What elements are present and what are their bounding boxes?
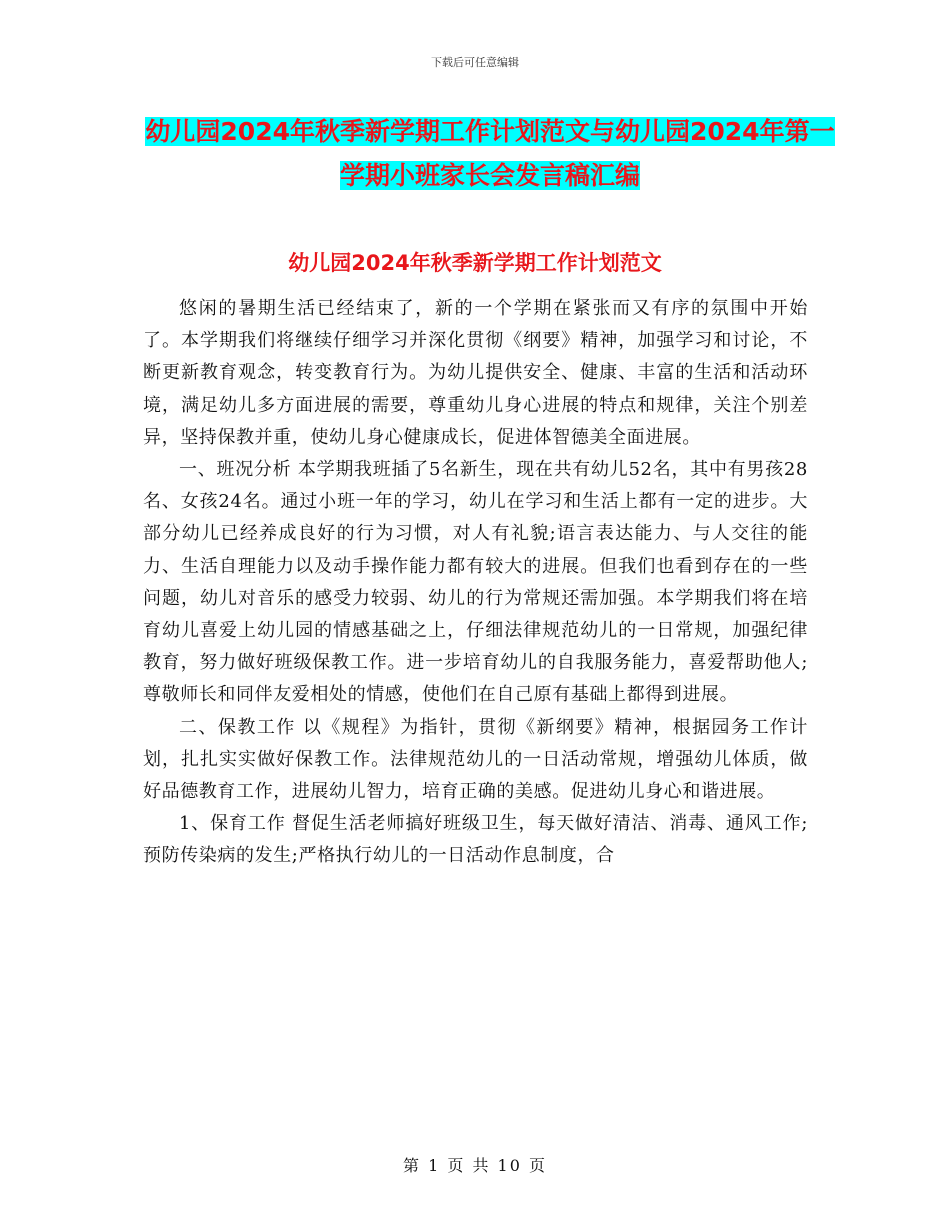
body-text xyxy=(143,293,808,873)
paragraph: 一、班况分析 本学期我班插了5名新生，现在共有幼儿52名，其中有男孩28名、女孩24名。通过小班一年的学习，幼儿在学习和生活上都有一定的进步。大部分幼儿已经养成良好的行为习惯，对人有礼貌;语言表达能力、与人交往的能力、生活自理能力以及动手操作能力都有较大的进展。但我们也看到存在的一些问题，幼儿对音乐的感受力较弱、幼儿的行为常规还需加强。本学期我们将在培育幼儿喜爱上幼儿园的情感基础之上，仔细法律规范幼儿的一日常规，加强纪律教育，努力做好班级保教工作。进一步培育幼儿的自我服务能力，喜爱帮助他人;尊敬师长和同伴友爱相处的情感，使他们在自己原有基础上都得到进展。 xyxy=(143,459,808,706)
paragraph: 1、保育工作 督促生活老师搞好班级卫生，每天做好清洁、消毒、通风工作;预防传染病的发生;严格执行幼儿的一日活动作息制度，合 xyxy=(143,813,808,867)
section-title: 幼儿园2024年秋季新学期工作计划范文 xyxy=(288,251,662,275)
paragraph: 悠闲的暑期生活已经结束了，新的一个学期在紧张而又有序的氛围中开始了。本学期我们将继续仔细学习并深化贯彻《纲要》精神，加强学习和讨论，不断更新教育观念，转变教育行为。为幼儿提供安全、健康、丰富的生活和活动环境，满足幼儿多方面进展的需要，尊重幼儿身心进展的特点和规律，关注个别差异，坚持保教并重，使幼儿身心健康成长，促进体智德美全面进展。 xyxy=(143,298,808,448)
document-title xyxy=(140,110,840,198)
header-note: 下载后可任意编辑 xyxy=(431,56,519,69)
paragraph: 二、保教工作 以《规程》为指针，贯彻《新纲要》精神，根据园务工作计划，扎扎实实做好保教工作。法律规范幼儿的一日活动常规，增强幼儿体质，做好品德教育工作，进展幼儿智力，培育正确的美感。促进幼儿身心和谐进展。 xyxy=(143,716,808,803)
document-title-text: 幼儿园2024年秋季新学期工作计划范文与幼儿园2024年第一学期小班家长会发言稿汇编 xyxy=(145,117,835,190)
page-footer: 第 1 页 共 10 页 xyxy=(403,1156,547,1175)
